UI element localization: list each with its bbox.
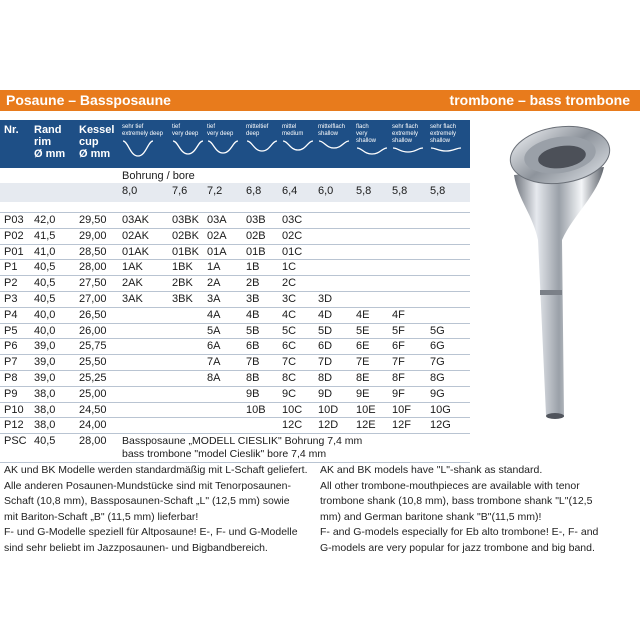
bore-value: 6,4 xyxy=(282,185,298,197)
table-cell: 01BK xyxy=(172,245,199,258)
table-cell: 25,25 xyxy=(79,372,107,384)
notes-english: AK and BK models have "L"-shank as standard. All other trombone-mouthpieces are available with tenor trombone shank (10,8 mm), bass trombone shank "L"(12,5 mm) and German baritone shank "B"(11,5 mm)! F- and G-models especially for Eb alto trombone! E-, F- and G-models are very popular for jazz trombone and big band. xyxy=(320,464,599,554)
row-divider xyxy=(0,433,470,434)
table-cell: 3C xyxy=(282,293,297,305)
header-nr: Nr. xyxy=(4,124,19,136)
table-cell: 6F xyxy=(392,340,405,353)
table-cell: 8G xyxy=(430,372,445,384)
table-cell: 02A xyxy=(207,229,227,242)
model-number: P10 xyxy=(4,403,24,416)
table-cell: 9D xyxy=(318,387,333,400)
cup-profile-icon xyxy=(430,146,462,166)
table-cell: 12C xyxy=(282,419,303,432)
table-cell: 27,50 xyxy=(79,277,107,290)
table-cell: 02BK xyxy=(172,229,199,242)
table-cell: 03C xyxy=(282,214,303,226)
table-cell: 39,0 xyxy=(34,372,56,384)
table-cell: 9C xyxy=(282,387,297,400)
table-cell: 10D xyxy=(318,403,339,416)
table-cell: 3AK xyxy=(122,293,143,305)
cup-depth-header: tief very deep xyxy=(207,124,239,159)
cup-profile-icon xyxy=(172,139,204,159)
bore-label: Bohrung / bore xyxy=(122,170,195,182)
row-divider xyxy=(0,212,470,213)
table-cell: 2A xyxy=(207,277,221,290)
model-number: P8 xyxy=(4,372,18,384)
row-divider xyxy=(0,275,470,276)
table-cell: 2B xyxy=(246,277,260,290)
cup-depth-header: mittelflach shallow xyxy=(318,124,350,159)
model-number: P9 xyxy=(4,387,18,400)
cup-profile-icon xyxy=(122,139,154,159)
row-divider xyxy=(0,354,470,355)
table-cell: 03A xyxy=(207,214,227,226)
model-number: P12 xyxy=(4,419,24,432)
table-cell: 40,0 xyxy=(34,308,56,321)
table-cell: 7C xyxy=(282,356,297,369)
table-cell: 29,50 xyxy=(79,214,107,226)
table-cell: 28,00 xyxy=(79,261,107,274)
table-cell: 7G xyxy=(430,356,445,369)
table-cell: 10E xyxy=(356,403,376,416)
table-cell: 38,0 xyxy=(34,419,56,432)
table-cell: 4E xyxy=(356,308,370,321)
table-cell: 02AK xyxy=(122,229,149,242)
table-cell: 5C xyxy=(282,324,297,337)
header-rim: Rand rim Ø mm xyxy=(34,124,66,160)
row-divider xyxy=(0,370,470,371)
table-cell: 26,00 xyxy=(79,324,107,337)
table-cell: 03BK xyxy=(172,214,199,226)
table-cell: 10B xyxy=(246,403,266,416)
cup-profile-icon xyxy=(392,146,424,166)
table-cell: 3D xyxy=(318,293,333,305)
table-cell: 1BK xyxy=(172,261,193,274)
table-cell: 02B xyxy=(246,229,266,242)
cup-profile-icon xyxy=(318,139,350,159)
table-cell: 25,75 xyxy=(79,340,107,353)
table-cell: 3B xyxy=(246,293,260,305)
table-cell: 12E xyxy=(356,419,376,432)
table-cell: 03B xyxy=(246,214,266,226)
table-cell: 7F xyxy=(392,356,405,369)
table-cell: 2C xyxy=(282,277,297,290)
table-cell: 01AK xyxy=(122,245,149,258)
psc-note-de: Bassposaune „MODELL CIESLIK" Bohrung 7,4 mm xyxy=(122,435,363,448)
table-cell: 41,5 xyxy=(34,229,56,242)
bore-value: 7,6 xyxy=(172,185,188,197)
table-cell: 25,50 xyxy=(79,356,107,369)
table-cell: 6A xyxy=(207,340,221,353)
table-cell: 28,00 xyxy=(79,435,107,448)
table-cell: 8F xyxy=(392,372,405,384)
row-divider xyxy=(0,402,470,403)
cup-depth-header: mittel medium xyxy=(282,124,314,159)
table-cell: 3A xyxy=(207,293,221,305)
table-cell: 6B xyxy=(246,340,260,353)
notes-german: AK und BK Modelle werden standardmäßig mit L-Schaft geliefert. Alle anderen Posaunen-Mundstücke sind mit Tenorposaunen- Schaft (10,8 mm), Bassposaunen-Schaft „L" (12,5 mm) sowie mit Bariton-Schaft „B" (11,5 mm) lieferbar! F- und G-Modelle speziell für Altposaune! E-, F- und G-Modelle sind sehr beliebt im Jazzposaunen- und Bigbandbereich. xyxy=(4,464,308,554)
mouthpiece-image xyxy=(478,115,628,435)
table-header xyxy=(0,120,470,168)
table-cell: 24,00 xyxy=(79,419,107,432)
header-cup: Kessel cup Ø mm xyxy=(79,124,115,160)
row-divider xyxy=(0,259,470,260)
table-cell: 8C xyxy=(282,372,297,384)
table-cell: 25,00 xyxy=(79,387,107,400)
table-cell: 02C xyxy=(282,229,303,242)
model-number: P03 xyxy=(4,214,24,226)
table-cell: 01A xyxy=(207,245,227,258)
table-cell: 12G xyxy=(430,419,451,432)
table-cell: 40,5 xyxy=(34,293,56,305)
table-cell: 9G xyxy=(430,387,445,400)
cup-profile-icon xyxy=(282,139,314,159)
table-cell: 4C xyxy=(282,308,297,321)
cup-profile-icon xyxy=(246,139,278,159)
row-divider xyxy=(0,307,470,308)
table-cell: 5A xyxy=(207,324,221,337)
row-divider xyxy=(0,244,470,245)
table-cell: 26,50 xyxy=(79,308,107,321)
table-cell: 4B xyxy=(246,308,260,321)
table-cell: 10F xyxy=(392,403,411,416)
row-divider xyxy=(0,417,470,418)
psc-note-en: bass trombone "model Cieslik" bore 7,4 mm xyxy=(122,448,327,461)
model-number: P1 xyxy=(4,261,18,274)
table-cell: 4A xyxy=(207,308,221,321)
table-cell: 7E xyxy=(356,356,370,369)
table-cell: 6E xyxy=(356,340,370,353)
table-cell: 10C xyxy=(282,403,303,416)
bore-value: 5,8 xyxy=(356,185,372,197)
table-cell: 2BK xyxy=(172,277,193,290)
table-cell: 6G xyxy=(430,340,445,353)
table-cell: 5B xyxy=(246,324,260,337)
table-cell: 4F xyxy=(392,308,405,321)
table-cell: 8A xyxy=(207,372,221,384)
table-cell: 39,0 xyxy=(34,356,56,369)
table-cell: 6C xyxy=(282,340,297,353)
table-cell: 5F xyxy=(392,324,405,337)
table-cell: 40,5 xyxy=(34,435,56,448)
bore-value: 6,0 xyxy=(318,185,334,197)
table-cell: 8B xyxy=(246,372,260,384)
table-cell: 9F xyxy=(392,387,405,400)
model-number: P7 xyxy=(4,356,18,369)
model-number: P02 xyxy=(4,229,24,242)
table-cell: 42,0 xyxy=(34,214,56,226)
table-cell: 40,5 xyxy=(34,277,56,290)
table-cell: 40,0 xyxy=(34,324,56,337)
table-cell: 8E xyxy=(356,372,370,384)
table-cell: 8D xyxy=(318,372,333,384)
table-cell: 41,0 xyxy=(34,245,56,258)
bore-value: 5,8 xyxy=(392,185,408,197)
table-cell: 1A xyxy=(207,261,221,274)
cup-depth-header: flach very shallow xyxy=(356,124,388,166)
table-cell: 5G xyxy=(430,324,445,337)
model-number: P5 xyxy=(4,324,18,337)
table-cell: 1AK xyxy=(122,261,143,274)
table-cell: 1C xyxy=(282,261,297,274)
table-cell: 6D xyxy=(318,340,333,353)
table-cell: 7A xyxy=(207,356,221,369)
table-cell: 7B xyxy=(246,356,260,369)
cup-profile-icon xyxy=(207,139,239,159)
cup-depth-header: tief very deep xyxy=(172,124,204,159)
banner-title-de: Posaune – Bassposaune xyxy=(6,92,171,108)
table-cell: 10G xyxy=(430,403,451,416)
cup-depth-header: sehr flach extremely shallow xyxy=(392,124,424,166)
table-cell: 29,00 xyxy=(79,229,107,242)
cup-depth-header: sehr tief extremely deep xyxy=(122,124,163,159)
bore-value: 7,2 xyxy=(207,185,223,197)
table-cell: 7D xyxy=(318,356,333,369)
cup-depth-header: mitteltief deep xyxy=(246,124,278,159)
table-cell: 39,0 xyxy=(34,340,56,353)
table-cell: 12D xyxy=(318,419,339,432)
table-cell: 40,5 xyxy=(34,261,56,274)
model-number: P6 xyxy=(4,340,18,353)
row-divider xyxy=(0,386,470,387)
row-divider xyxy=(0,291,470,292)
model-number: P3 xyxy=(4,293,18,305)
row-divider xyxy=(0,323,470,324)
table-cell: 9B xyxy=(246,387,260,400)
table-cell: 38,0 xyxy=(34,387,56,400)
table-cell: 01B xyxy=(246,245,266,258)
table-cell: 01C xyxy=(282,245,303,258)
table-cell: 12F xyxy=(392,419,411,432)
model-number: P01 xyxy=(4,245,24,258)
cup-depth-header: sehr flach extremely shallow xyxy=(430,124,462,166)
bore-value: 5,8 xyxy=(430,185,446,197)
row-divider xyxy=(0,338,470,339)
bore-value: 6,8 xyxy=(246,185,262,197)
table-cell: 1B xyxy=(246,261,260,274)
cup-profile-icon xyxy=(356,146,388,166)
table-cell: 9E xyxy=(356,387,370,400)
table-cell: 2AK xyxy=(122,277,143,290)
table-cell: 5D xyxy=(318,324,333,337)
table-cell: 3BK xyxy=(172,293,193,305)
table-cell: 4D xyxy=(318,308,333,321)
table-cell: 24,50 xyxy=(79,403,107,416)
table-cell: 5E xyxy=(356,324,370,337)
banner-title-en: trombone – bass trombone xyxy=(449,92,630,108)
bore-value: 8,0 xyxy=(122,185,138,197)
row-divider xyxy=(0,228,470,229)
title-banner xyxy=(0,90,640,111)
table-cell: 03AK xyxy=(122,214,149,226)
table-cell: 38,0 xyxy=(34,403,56,416)
table-cell: 28,50 xyxy=(79,245,107,258)
model-number: P2 xyxy=(4,277,18,290)
model-number: PSC xyxy=(4,435,27,448)
model-number: P4 xyxy=(4,308,18,321)
table-cell: 27,00 xyxy=(79,293,107,305)
